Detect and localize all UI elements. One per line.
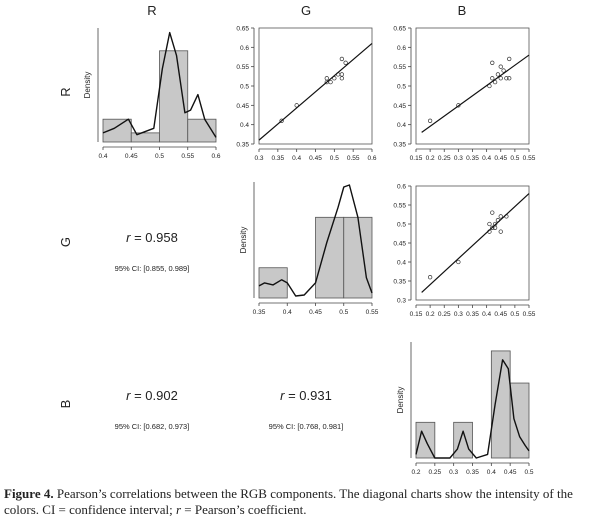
- scatter-point: [490, 76, 494, 80]
- x-tick-label: 0.3: [254, 155, 264, 162]
- scatter-point: [499, 65, 503, 69]
- x-tick-label: 0.35: [271, 155, 285, 162]
- scatter-point: [329, 80, 333, 84]
- y-tick-label: 0.4: [239, 122, 249, 130]
- scatter-point: [496, 73, 500, 77]
- x-tick-label: 0.4: [98, 153, 108, 160]
- y-tick-label: 0.6: [396, 183, 406, 191]
- y-tick-label: 0.6: [396, 44, 406, 52]
- row-header: G: [58, 236, 73, 248]
- correlation-value: [280, 388, 332, 403]
- x-tick-label: 0.55: [181, 153, 195, 160]
- x-tick-label: 0.3: [453, 155, 463, 162]
- y-tick-label: 0.45: [393, 102, 406, 110]
- scatter-point: [325, 76, 329, 80]
- y-tick-label: 0.55: [236, 64, 249, 72]
- x-tick-label: 0.4: [292, 155, 302, 162]
- caption-r-symbol: r: [175, 502, 182, 517]
- x-tick-label: 0.5: [154, 153, 165, 160]
- scatter-point: [428, 119, 432, 123]
- x-tick-label: 0.45: [309, 155, 322, 162]
- x-tick-label: 0.55: [522, 155, 536, 162]
- correlation-value: [126, 230, 178, 245]
- y-tick-label: 0.6: [239, 44, 249, 52]
- scatter-point: [488, 222, 492, 226]
- plot-frame: [416, 28, 529, 144]
- confidence-interval: 95% CI: [0.768, 0.981]: [268, 422, 344, 431]
- scatter-point: [340, 73, 344, 77]
- scatter-point: [344, 61, 348, 65]
- x-tick-label: 0.4: [482, 311, 492, 318]
- y-tick-label: 0.5: [239, 83, 249, 91]
- x-tick-label: 0.3: [449, 469, 459, 476]
- x-tick-label: 0.35: [252, 309, 266, 316]
- x-tick-label: 0.4: [486, 469, 496, 476]
- scatter-point: [507, 57, 511, 61]
- x-tick-label: 0.5: [524, 469, 534, 476]
- regression-line: [259, 43, 372, 140]
- density-label: Density: [396, 386, 405, 414]
- x-tick-label: 0.2: [411, 469, 421, 476]
- scatter-point: [457, 260, 461, 264]
- x-tick-label: 0.5: [329, 155, 339, 162]
- x-tick-label: 0.35: [466, 469, 479, 476]
- y-tick-label: 0.55: [393, 64, 406, 72]
- x-tick-label: 0.25: [437, 155, 451, 162]
- y-tick-label: 0.65: [236, 25, 249, 33]
- x-tick-label: 0.15: [409, 155, 423, 162]
- caption-text: Pearson’s correlations between the RGB components. The diagonal charts show the intensity of the colors. CI = confidence interval;: [4, 486, 573, 517]
- figure-label: Figure 4.: [4, 486, 54, 501]
- x-tick-label: 0.55: [522, 311, 536, 318]
- regression-line: [422, 55, 529, 132]
- x-tick-label: 0.45: [124, 153, 138, 160]
- x-tick-label: 0.5: [339, 309, 349, 316]
- r-symbol: r: [126, 388, 131, 403]
- x-tick-label: 0.35: [466, 311, 479, 318]
- figure-caption: [4, 486, 596, 518]
- column-header: G: [300, 3, 312, 18]
- row-header: B: [58, 399, 73, 409]
- confidence-interval: 95% CI: [0.855, 0.989]: [114, 264, 190, 273]
- y-tick-label: 0.4: [396, 259, 406, 267]
- plot-frame: [259, 28, 372, 144]
- histogram-bar: [344, 217, 372, 298]
- scatter-point: [340, 57, 344, 61]
- scatter-point: [490, 211, 494, 215]
- row-header: R: [58, 87, 73, 97]
- y-tick-label: 0.35: [236, 141, 249, 149]
- scatter-point: [499, 230, 503, 234]
- r-symbol: r: [280, 388, 285, 403]
- r-value: = 0.931: [284, 388, 332, 403]
- confidence-interval: 95% CI: [0.682, 0.973]: [114, 422, 190, 431]
- y-tick-label: 0.3: [396, 297, 406, 305]
- density-label: Density: [83, 71, 92, 99]
- x-tick-label: 0.5: [510, 311, 520, 318]
- y-tick-label: 0.65: [393, 25, 406, 33]
- x-tick-label: 0.3: [453, 311, 463, 318]
- x-tick-label: 0.2: [425, 311, 435, 318]
- x-tick-label: 0.25: [437, 311, 451, 318]
- histogram-bar: [131, 133, 159, 142]
- density-label: Density: [239, 226, 248, 254]
- x-tick-label: 0.45: [309, 309, 322, 316]
- r-symbol: r: [126, 230, 131, 245]
- scatter-point: [428, 275, 432, 279]
- x-tick-label: 0.55: [365, 309, 379, 316]
- correlation-value: [126, 388, 178, 403]
- y-tick-label: 0.35: [393, 278, 406, 286]
- regression-line: [422, 194, 529, 293]
- plot-frame: [416, 186, 529, 300]
- x-tick-label: 0.15: [409, 311, 423, 318]
- x-tick-label: 0.55: [346, 155, 360, 162]
- y-tick-label: 0.35: [393, 141, 406, 149]
- histogram-bar: [454, 422, 473, 458]
- r-value: = 0.902: [130, 388, 178, 403]
- y-tick-label: 0.45: [393, 240, 406, 248]
- scatter-point: [490, 61, 494, 65]
- y-tick-label: 0.55: [393, 202, 406, 210]
- x-tick-label: 0.4: [482, 155, 492, 162]
- x-tick-label: 0.45: [494, 155, 508, 162]
- caption-text-end: = Pearson’s coefficient.: [184, 502, 307, 517]
- column-header: R: [147, 3, 157, 18]
- x-tick-label: 0.6: [367, 155, 377, 162]
- x-tick-label: 0.2: [425, 155, 435, 162]
- y-tick-label: 0.5: [396, 83, 406, 91]
- column-header: B: [457, 3, 467, 18]
- y-tick-label: 0.4: [396, 122, 406, 130]
- scatter-point: [340, 76, 344, 80]
- histogram-bar: [316, 217, 344, 298]
- x-tick-label: 0.45: [503, 469, 517, 476]
- x-tick-label: 0.35: [466, 155, 479, 162]
- y-tick-label: 0.5: [396, 221, 406, 229]
- x-tick-label: 0.6: [211, 153, 221, 160]
- x-tick-label: 0.25: [428, 469, 442, 476]
- y-tick-label: 0.45: [236, 102, 249, 110]
- x-tick-label: 0.45: [494, 311, 508, 318]
- x-tick-label: 0.4: [282, 309, 292, 316]
- x-tick-label: 0.5: [510, 155, 520, 162]
- r-value: = 0.958: [130, 230, 178, 245]
